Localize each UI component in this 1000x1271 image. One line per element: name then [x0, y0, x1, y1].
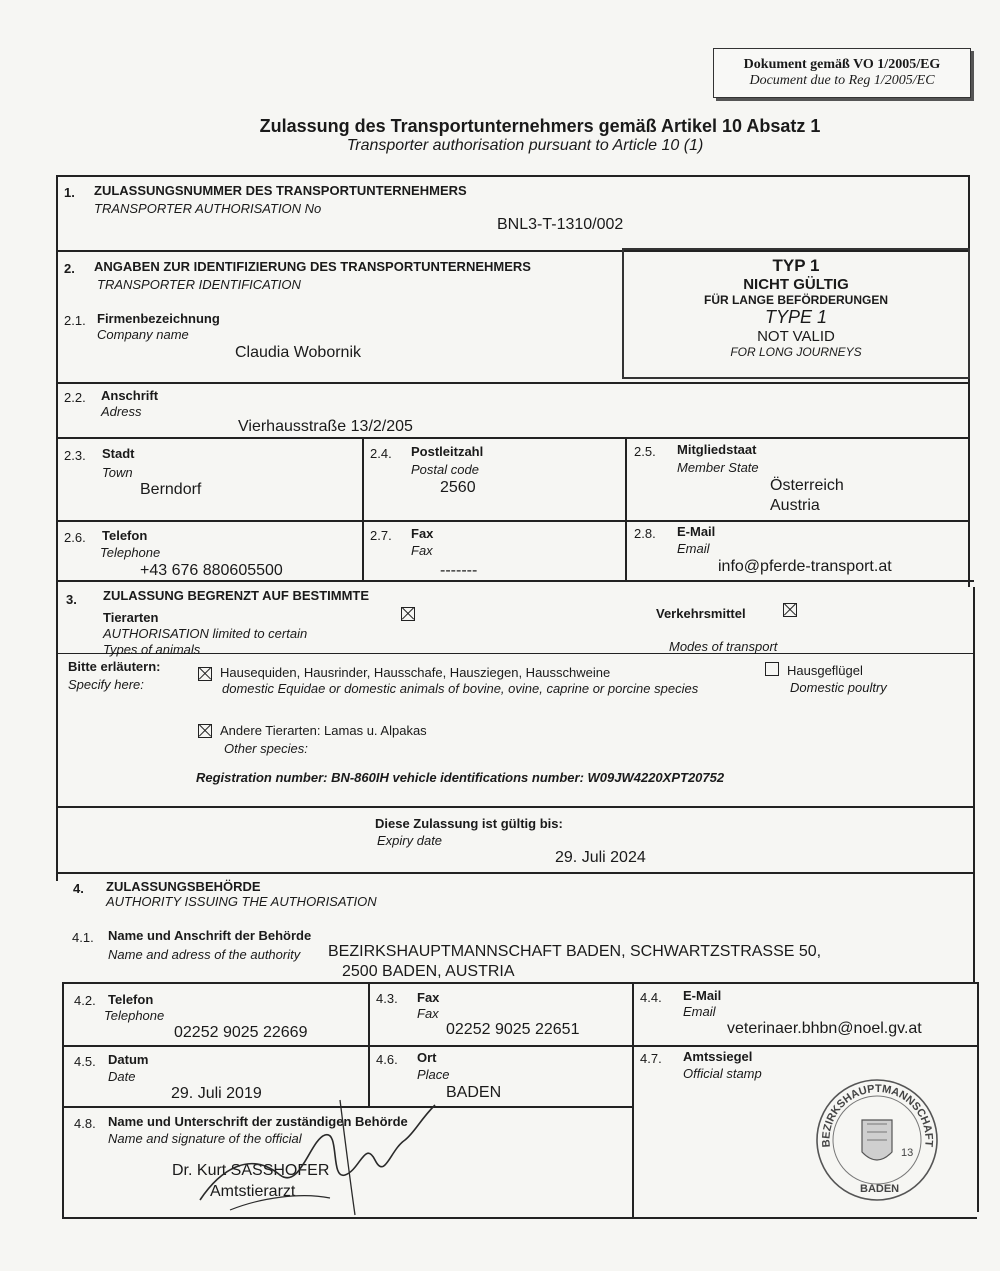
- registration-line: Registration number: BN-860IH vehicle identifications number: W09JW4220XPT20752: [196, 770, 725, 785]
- domestic-animals-sublabel: domestic Equidae or domestic animals of bovine, ovine, caprine or porcine species: [222, 681, 699, 696]
- not-valid-en: NOT VALID: [757, 328, 835, 345]
- f23-sublabel: Town: [102, 465, 133, 480]
- s1-label: ZULASSUNGSNUMMER DES TRANSPORTUNTERNEHMERS: [94, 183, 467, 198]
- type-en: TYPE 1: [764, 307, 828, 327]
- f22-sublabel: Adress: [101, 404, 142, 419]
- authority-fax: 02252 9025 22651: [446, 1021, 580, 1038]
- f22-number: 2.2.: [64, 390, 86, 405]
- town-value: Berndorf: [140, 481, 202, 498]
- f48-number: 4.8.: [74, 1116, 96, 1131]
- member-state-de: Österreich: [770, 477, 844, 494]
- col-2-5: [625, 437, 627, 580]
- document-title: Zulassung des Transportunternehmers gemäß Artikel 10 Absatz 1: [259, 116, 821, 136]
- address-value: Vierhausstraße 13/2/205: [238, 418, 413, 435]
- f41-sublabel: Name and adress of the authority: [108, 947, 301, 962]
- s3-number: 3.: [66, 592, 77, 607]
- s4-number: 4.: [73, 881, 84, 896]
- f25-number: 2.5.: [634, 444, 656, 459]
- authority-phone: 02252 9025 22669: [174, 1024, 308, 1041]
- poultry-label: Hausgeflügel: [787, 663, 863, 678]
- f24-label: Postleitzahl: [411, 444, 484, 459]
- authority-address-2: 2500 BADEN, AUSTRIA: [342, 963, 515, 980]
- signer-title: Amtstierarzt: [210, 1183, 296, 1200]
- rule-3: [56, 580, 974, 582]
- stamp-ring-text: BEZIRKSHAUPTMANNSCHAFT: [820, 1083, 935, 1148]
- reference-de: Dokument gemäß VO 1/2005/EG: [743, 57, 941, 72]
- f21-number: 2.1.: [64, 313, 86, 328]
- rule-2-2: [56, 382, 969, 384]
- f41-label: Name und Anschrift der Behörde: [108, 928, 312, 943]
- signer-name: Dr. Kurt SASSHOFER: [172, 1162, 330, 1179]
- f42-label: Telefon: [108, 992, 154, 1007]
- s3-animals-label: Tierarten: [103, 610, 159, 625]
- frame-right-lower: [973, 587, 975, 982]
- domestic-animals-label: Hausequiden, Hausrinder, Hausschafe, Hausziegen, Hausschweine: [220, 665, 611, 680]
- f26-sublabel: Telephone: [100, 545, 161, 560]
- f25-label: Mitgliedstaat: [677, 442, 757, 457]
- specify-label: Bitte erläutern:: [68, 659, 161, 674]
- frame-left: [56, 175, 58, 881]
- telephone-value: +43 676 880605500: [140, 562, 283, 579]
- f46-sublabel: Place: [417, 1067, 450, 1082]
- f44-label: E-Mail: [683, 988, 722, 1003]
- s4-label: ZULASSUNGSBEHÖRDE: [106, 879, 261, 894]
- other-species-label: Andere Tierarten: Lamas u. Alpakas: [220, 723, 427, 738]
- long-journeys-en: FOR LONG JOURNEYS: [730, 345, 862, 359]
- domestic-animals-checkbox[interactable]: [198, 667, 212, 681]
- expiry-label: Diese Zulassung ist gültig bis:: [375, 816, 563, 831]
- authority-email: veterinaer.bhbn@noel.gv.at: [727, 1020, 922, 1037]
- f47-number: 4.7.: [640, 1051, 662, 1066]
- s2-number: 2.: [64, 261, 75, 276]
- s3-sublabel-1: AUTHORISATION limited to certain: [103, 626, 308, 641]
- document-subtitle: Transporter authorisation pursuant to Article 10 (1): [346, 137, 704, 154]
- transport-label: Verkehrsmittel: [656, 606, 746, 621]
- other-species-checkbox[interactable]: [198, 724, 212, 738]
- lower-rule-1: [62, 1045, 977, 1047]
- f43-number: 4.3.: [376, 991, 398, 1006]
- f44-sublabel: Email: [683, 1004, 716, 1019]
- issue-date: 29. Juli 2019: [171, 1085, 262, 1102]
- frame-top: [56, 175, 969, 177]
- f42-number: 4.2.: [74, 993, 96, 1008]
- lower-top: [62, 982, 977, 984]
- type-notice-box: [622, 248, 970, 379]
- stamp-seal: [805, 1072, 945, 1202]
- f44-number: 4.4.: [640, 990, 662, 1005]
- f28-sublabel: Email: [677, 541, 710, 556]
- type-de: TYP 1: [772, 256, 820, 275]
- expiry-sublabel: Expiry date: [377, 833, 443, 848]
- company-name: Claudia Wobornik: [235, 344, 361, 361]
- f41-number: 4.1.: [72, 930, 94, 945]
- f45-sublabel: Date: [108, 1069, 136, 1084]
- lower-left: [62, 982, 64, 1218]
- f26-number: 2.6.: [64, 530, 86, 545]
- animals-checkbox[interactable]: [401, 607, 415, 621]
- f26-label: Telefon: [102, 528, 148, 543]
- f42-sublabel: Telephone: [104, 1008, 165, 1023]
- s3-sublabel-2: Types of animals: [103, 642, 201, 657]
- f21-label: Firmenbezeichnung: [97, 311, 220, 326]
- f47-sublabel: Official stamp: [683, 1066, 762, 1081]
- not-valid-de: NICHT GÜLTIG: [743, 276, 849, 293]
- f27-sublabel: Fax: [411, 543, 433, 558]
- f45-label: Datum: [108, 1052, 149, 1067]
- s2-label: ANGABEN ZUR IDENTIFIZIERUNG DES TRANSPORTUNTERNEHMERS: [94, 259, 531, 274]
- f46-label: Ort: [417, 1050, 437, 1065]
- f47-label: Amtssiegel: [683, 1049, 753, 1064]
- f23-label: Stadt: [102, 446, 135, 461]
- f28-label: E-Mail: [677, 524, 716, 539]
- authority-address-1: BEZIRKSHAUPTMANNSCHAFT BADEN, SCHWARTZSTRASSE 50,: [328, 943, 822, 960]
- issue-place: BADEN: [446, 1084, 502, 1101]
- f48-sublabel: Name and signature of the official: [108, 1131, 302, 1146]
- f24-number: 2.4.: [370, 446, 392, 461]
- f45-number: 4.5.: [74, 1054, 96, 1069]
- col-2-4: [362, 437, 364, 580]
- f46-number: 4.6.: [376, 1052, 398, 1067]
- transport-checkbox[interactable]: [783, 603, 797, 617]
- rule-2-3: [56, 437, 969, 439]
- stamp-number: 13: [901, 1147, 914, 1159]
- transport-sublabel: Modes of transport: [669, 639, 778, 654]
- rule-4: [56, 872, 974, 874]
- s4-sublabel: AUTHORITY ISSUING THE AUTHORISATION: [106, 894, 377, 909]
- frame-right: [968, 175, 970, 587]
- f24-sublabel: Postal code: [411, 462, 479, 477]
- f43-label: Fax: [417, 990, 440, 1005]
- reference-en: Document due to Reg 1/2005/EC: [749, 73, 935, 88]
- official-stamp: [805, 1072, 945, 1202]
- s1-sublabel: TRANSPORTER AUTHORISATION No: [94, 201, 322, 216]
- f43-sublabel: Fax: [417, 1006, 439, 1021]
- stamp-bottom-text: BADEN: [860, 1183, 900, 1195]
- s1-number: 1.: [64, 185, 75, 200]
- rule-2-6: [56, 520, 969, 522]
- email-value: info@pferde-transport.at: [718, 558, 892, 575]
- f23-number: 2.3.: [64, 448, 86, 463]
- f48-label: Name und Unterschrift der zuständigen Behörde: [108, 1114, 408, 1129]
- f25-sublabel: Member State: [677, 460, 759, 475]
- lower-right: [977, 982, 979, 1212]
- reference-box: [713, 48, 971, 98]
- authorisation-number: BNL3-T-1310/002: [497, 216, 624, 233]
- specify-sublabel: Specify here:: [68, 677, 144, 692]
- f22-label: Anschrift: [101, 388, 159, 403]
- signature-mark: [190, 1080, 450, 1220]
- member-state-en: Austria: [770, 497, 820, 514]
- poultry-sublabel: Domestic poultry: [790, 680, 887, 695]
- rule-expiry: [56, 806, 974, 808]
- fax-value: -------: [440, 562, 478, 579]
- other-species-sublabel: Other species:: [224, 741, 308, 756]
- s2-sublabel: TRANSPORTER IDENTIFICATION: [97, 277, 301, 292]
- f27-number: 2.7.: [370, 528, 392, 543]
- poultry-checkbox[interactable]: [765, 662, 779, 676]
- long-journeys-de: FÜR LANGE BEFÖRDERUNGEN: [703, 293, 888, 307]
- f21-sublabel: Company name: [97, 327, 189, 342]
- f28-number: 2.8.: [634, 526, 656, 541]
- s3-label: ZULASSUNG BEGRENZT AUF BESTIMMTE: [103, 588, 370, 603]
- lower-col-2: [632, 982, 634, 1217]
- f27-label: Fax: [411, 526, 434, 541]
- expiry-value: 29. Juli 2024: [555, 849, 646, 866]
- postal-code-value: 2560: [440, 479, 476, 496]
